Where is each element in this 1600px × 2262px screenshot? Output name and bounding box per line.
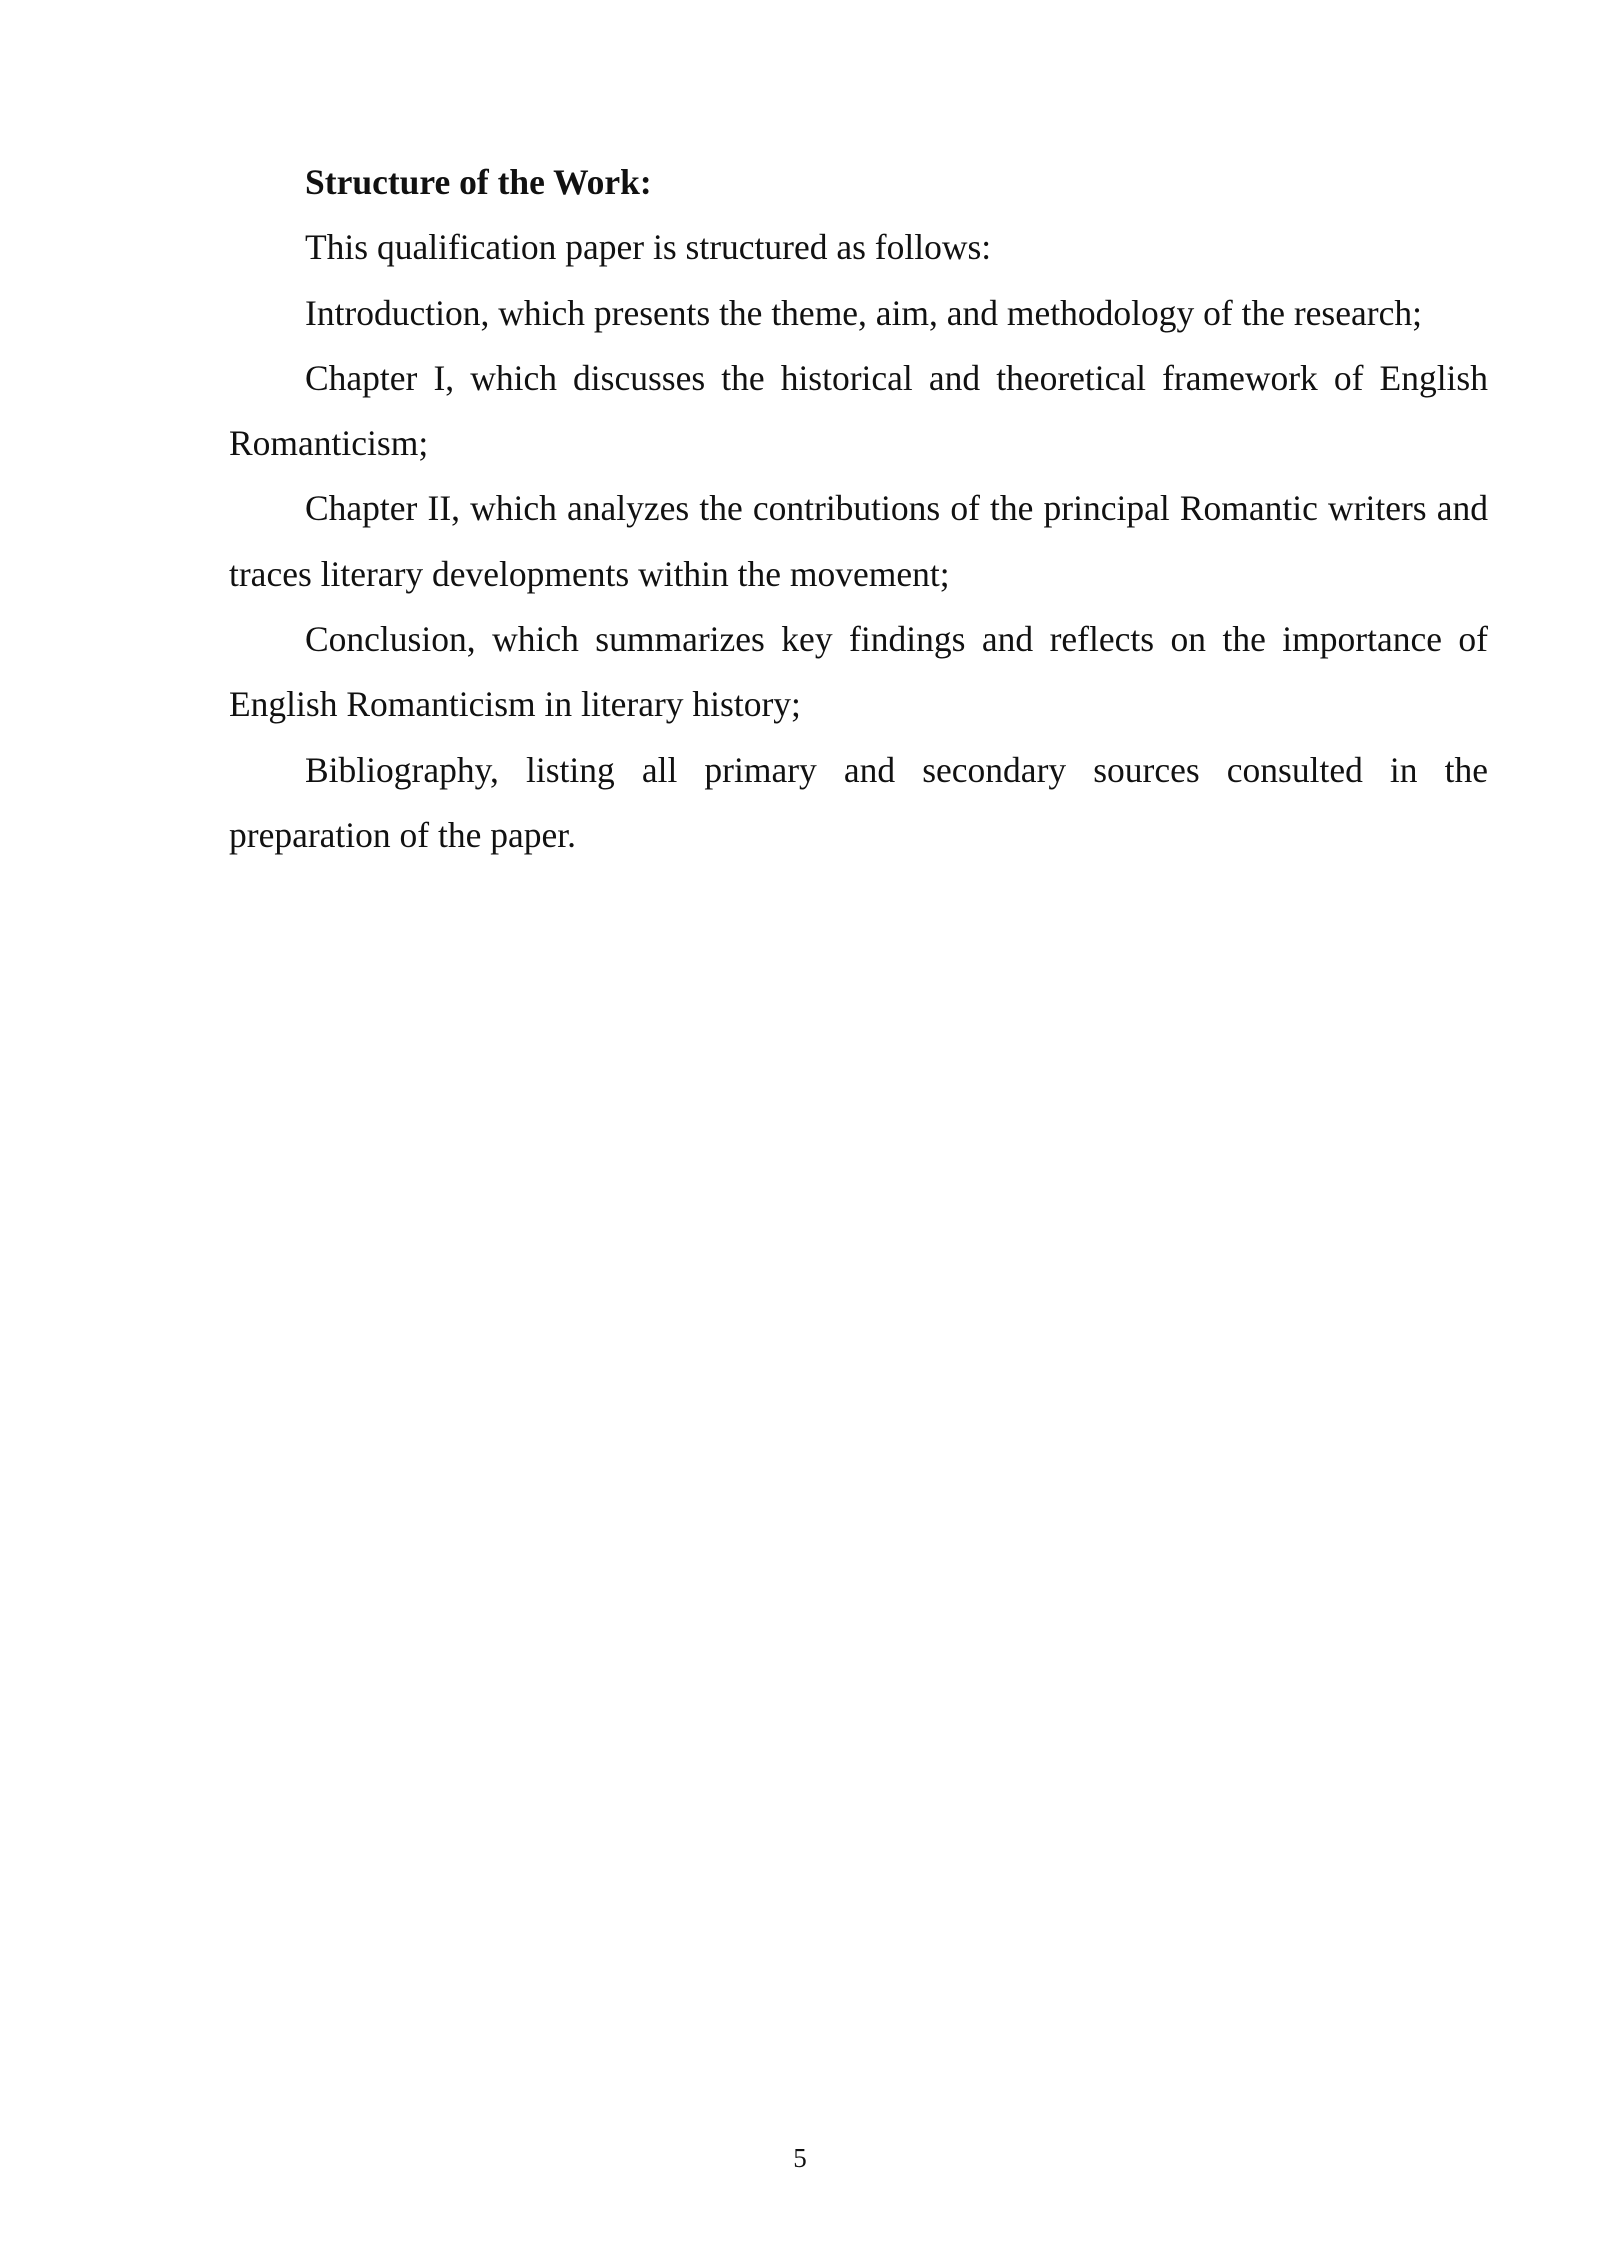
paragraph-conclusion-item: Conclusion, which summarizes key findings and reflects on the importance of English Romanticism in literary history; — [229, 619, 1488, 725]
paragraph-introduction-item: Introduction, which presents the theme, aim, and methodology of the research; — [305, 292, 1422, 333]
page-body — [229, 150, 1488, 868]
paragraph-chapter-one-item: Chapter I, which discusses the historical and theoretical framework of English Romanticism; — [229, 357, 1488, 464]
paragraph-intro: This qualification paper is structured as follows: — [305, 227, 992, 268]
paragraph-bibliography-item: Bibliography, listing all primary and secondary sources consulted in the preparation of the paper. — [229, 749, 1488, 855]
paragraph-chapter-two-item: Chapter II, which analyzes the contributions of the principal Romantic writers and traces literary developments within the movement; — [229, 488, 1488, 594]
page-number: 5 — [793, 2143, 807, 2173]
section-heading: Structure of the Work: — [305, 162, 652, 202]
